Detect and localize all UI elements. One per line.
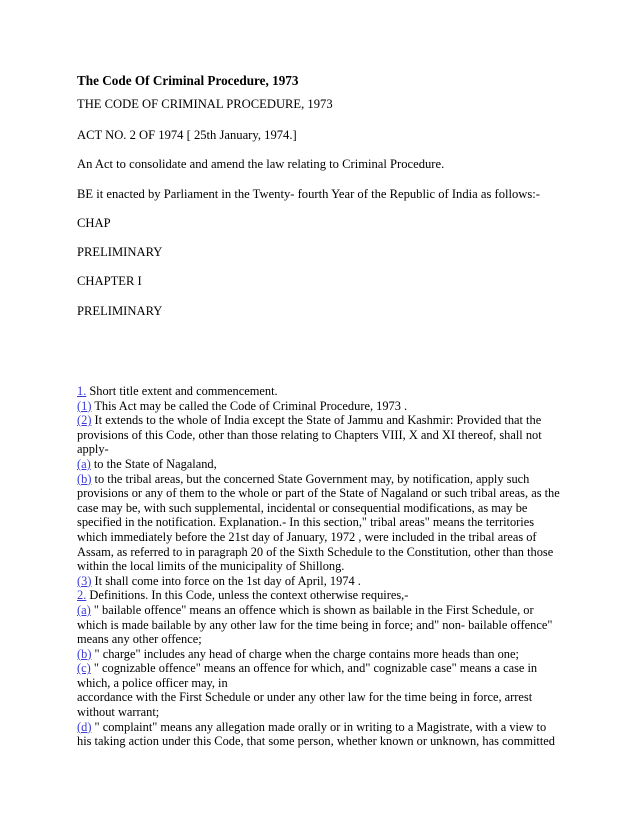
act-body	[77, 384, 597, 749]
body-line-text: to the State of Nagaland,	[90, 456, 217, 471]
section-link[interactable]: (a)	[77, 602, 91, 617]
body-line-text: " complaint" means any allegation made orally or in writing to a Magistrate, with a view to	[91, 719, 547, 734]
body-line	[77, 442, 597, 457]
body-line	[77, 515, 597, 530]
body-line-text: " charge" includes any head of charge when the charge contains more heads than one;	[91, 646, 519, 661]
body-line	[77, 472, 597, 487]
body-line	[77, 618, 597, 633]
body-line-text: Short title extent and commencement.	[86, 384, 278, 398]
body-line	[77, 603, 597, 618]
body-line	[77, 559, 597, 574]
body-line	[77, 734, 597, 749]
enactment-clause: BE it enacted by Parliament in the Twenty- fourth Year of the Republic of India as follows:-	[77, 187, 540, 201]
section-link[interactable]: 2.	[77, 588, 87, 603]
body-line	[77, 530, 597, 545]
body-line-text: accordance with the First Schedule or under any other law for the time being in force, arrest	[77, 690, 533, 705]
body-line-text: which, a police officer may, in	[77, 675, 228, 690]
body-line-text: It shall come into force on the 1st day of April, 1974 .	[91, 573, 361, 588]
chapter-title: PRELIMINARY	[77, 304, 163, 318]
act-purpose: An Act to consolidate and amend the law relating to Criminal Procedure.	[77, 157, 445, 171]
body-line-text: apply-	[77, 442, 109, 457]
body-line-text: which immediately before the 21st day of January, 1972 , were included in the tribal areas of	[77, 529, 537, 544]
section-link[interactable]: (a)	[77, 456, 91, 471]
body-line-text: which is made bailable by any other law for the time being in force; and" non- bailable offence"	[77, 617, 553, 632]
body-line	[77, 705, 597, 720]
body-line	[77, 545, 597, 560]
body-line-text: provisions of this Code, other than those relating to Chapters VIII, X and XI thereof, shall not	[77, 427, 542, 442]
body-line-text: means any other offence;	[77, 632, 202, 647]
chapter-heading: CHAPTER I	[77, 274, 142, 288]
body-line	[77, 676, 597, 691]
body-line	[77, 428, 597, 443]
body-line-text: his taking action under this Code, that some person, whether known or unknown, has committed	[77, 734, 555, 749]
section-link[interactable]: (b)	[77, 471, 92, 486]
document-title: The Code Of Criminal Procedure, 1973	[77, 73, 299, 88]
body-line-text: to the tribal areas, but the concerned State Government may, by notification, apply such	[91, 471, 530, 486]
body-line	[77, 413, 597, 428]
body-line	[77, 384, 597, 399]
section-link[interactable]: (b)	[77, 646, 92, 661]
body-line-text: without warrant;	[77, 705, 160, 720]
body-line	[77, 720, 597, 735]
body-line	[77, 647, 597, 662]
body-line	[77, 457, 597, 472]
body-line	[77, 501, 597, 516]
section-link[interactable]: (2)	[77, 413, 92, 428]
body-line-text: " cognizable offence" means an offence for which, and" cognizable case" means a case in	[90, 661, 538, 676]
body-line	[77, 588, 597, 603]
body-line-text: This Act may be called the Code of Criminal Procedure, 1973 .	[91, 398, 408, 413]
body-line-text: Assam, as referred to in paragraph 20 of the Sixth Schedule to the Constitution, other than those	[77, 544, 554, 559]
section-link[interactable]: (c)	[77, 661, 91, 676]
section-link[interactable]: 1.	[77, 384, 87, 398]
body-line-text: case may be, with such supplemental, incidental or consequential modifications, as may be	[77, 500, 528, 515]
body-line	[77, 486, 597, 501]
section-link[interactable]: (3)	[77, 573, 92, 588]
body-line	[77, 399, 597, 414]
body-line-text: It extends to the whole of India except the State of Jammu and Kashmir: Provided that the	[91, 413, 542, 428]
code-heading: THE CODE OF CRIMINAL PROCEDURE, 1973	[77, 97, 333, 111]
body-line-text: specified in the notification. Explanation.- In this section," tribal areas" means the territories	[77, 515, 535, 530]
body-line	[77, 632, 597, 647]
act-number: ACT NO. 2 OF 1974 [ 25th January, 1974.]	[77, 128, 297, 142]
section-link[interactable]: (d)	[77, 719, 92, 734]
section-link[interactable]: (1)	[77, 398, 92, 413]
body-line	[77, 661, 597, 676]
body-line-text: within the local limits of the municipality of Shillong.	[77, 559, 345, 574]
body-line-text: provisions or any of them to the whole or part of the State of Nagaland or such tribal areas, as the	[77, 486, 560, 501]
body-line-text: " bailable offence" means an offence which is shown as bailable in the First Schedule, or	[90, 602, 534, 617]
body-line	[77, 574, 597, 589]
preliminary-heading: PRELIMINARY	[77, 245, 163, 259]
body-line-text: Definitions. In this Code, unless the context otherwise requires,-	[86, 588, 409, 603]
body-line	[77, 690, 597, 705]
chap-label: CHAP	[77, 216, 111, 230]
